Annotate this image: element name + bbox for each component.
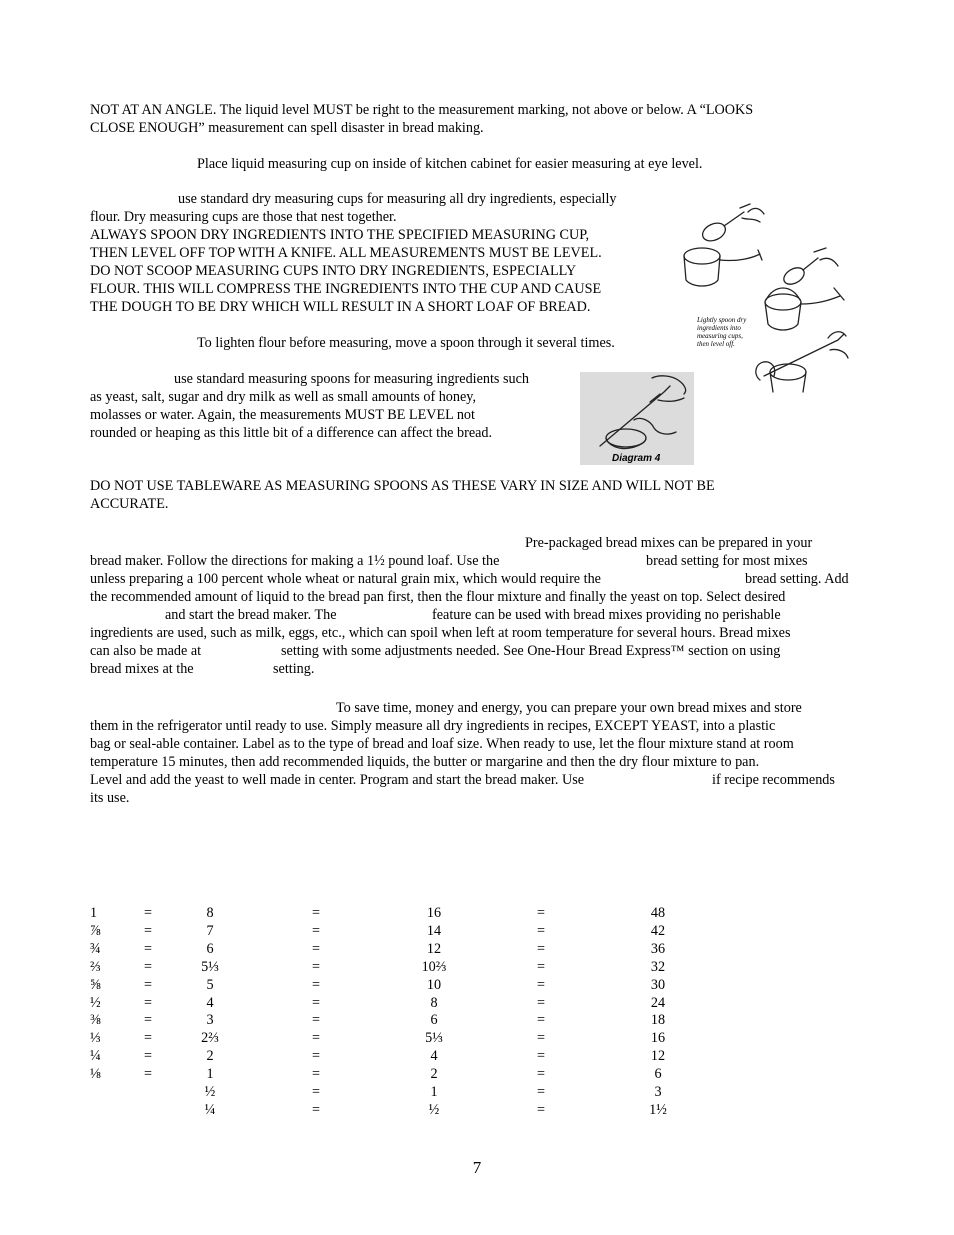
conversion-cell: 1	[90, 905, 98, 921]
conversion-cell: 12	[650, 1048, 666, 1064]
spoons-line-2: as yeast, salt, sugar and dry milk as well as small amounts of honey,	[90, 389, 477, 405]
conversion-cell: 24	[650, 995, 666, 1011]
conversion-equals: =	[312, 1012, 321, 1028]
conversion-equals: =	[144, 905, 153, 921]
conversion-cell: 32	[650, 959, 666, 975]
tip-liquid-cup: Place liquid measuring cup on inside of kitchen cabinet for easier measuring at eye level.	[197, 156, 703, 172]
conversion-cell: ⅛	[90, 1066, 101, 1082]
conversion-cell: ⅞	[90, 923, 101, 939]
conversion-equals: =	[312, 1084, 321, 1100]
conversion-equals: =	[537, 941, 546, 957]
conversion-cell: ⅓	[90, 1030, 101, 1046]
conversion-cell: ⅝	[90, 977, 101, 993]
dry-cups-line-2: flour. Dry measuring cups are those that nest together.	[90, 209, 397, 225]
illustration-caption-1: Lightly spoon dry	[697, 316, 747, 324]
mixes-line-3b: bread setting. Add	[745, 571, 849, 587]
diagram-4-caption: Diagram 4	[612, 453, 661, 464]
conversion-equals: =	[144, 959, 153, 975]
conversion-cell: ¼	[204, 1102, 216, 1118]
conversion-cell: 1	[430, 1084, 438, 1100]
own-mixes-line-5a: Level and add the yeast to well made in center. Program and start the bread maker. Use	[90, 772, 585, 788]
illustration-caption-2: ingredients into	[697, 324, 741, 332]
illustration-caption-3: measuring cups,	[697, 332, 743, 340]
mixes-line-6: ingredients are used, such as milk, eggs, etc., which can spoil when left at room temperature for several hours. Bread mixes	[90, 625, 791, 641]
liquid-level-line-2: CLOSE ENOUGH” measurement can spell disaster in bread making.	[90, 120, 484, 136]
mixes-line-3a: unless preparing a 100 percent whole wheat or natural grain mix, which would require the	[90, 571, 601, 587]
own-mixes-line-5b: if recipe recommends	[712, 772, 835, 788]
conversion-equals: =	[312, 1048, 321, 1064]
conversion-equals: =	[537, 995, 546, 1011]
conversion-cell: 16	[650, 1030, 666, 1046]
conversion-equals: =	[312, 923, 321, 939]
conversion-cell: 12	[426, 941, 442, 957]
conversion-cell: 10⅔	[421, 959, 447, 975]
conversion-cell: 18	[650, 1012, 666, 1028]
tableware-line-2: ACCURATE.	[90, 496, 169, 512]
conversion-cell: ¾	[90, 941, 101, 957]
dry-cups-line-6: FLOUR. THIS WILL COMPRESS THE INGREDIENTS INTO THE CUP AND CAUSE	[90, 281, 602, 297]
spoons-line-3: molasses or water. Again, the measurements MUST BE LEVEL not	[90, 407, 475, 423]
dry-cups-line-7: THE DOUGH TO BE DRY WHICH WILL RESULT IN A SHORT LOAF OF BREAD.	[90, 299, 591, 315]
conversion-equals: =	[144, 977, 153, 993]
conversion-cell: 3	[206, 1012, 214, 1028]
conversion-cell: 30	[650, 977, 666, 993]
conversion-equals: =	[144, 1030, 153, 1046]
own-mixes-line-2: them in the refrigerator until ready to use. Simply measure all dry ingredients in recipes, EXCEPT YEAST, into a plastic	[90, 718, 776, 734]
mixes-line-5a: and start the bread maker. The	[165, 607, 337, 623]
mixes-line-2a: bread maker. Follow the directions for making a 1½ pound loaf. Use the	[90, 553, 500, 569]
mixes-line-7a: can also be made at	[90, 643, 202, 659]
mixes-line-8b: setting.	[273, 661, 315, 677]
spoon-measuring-illustration	[678, 200, 858, 400]
conversion-cell: 36	[650, 941, 666, 957]
conversion-cell: ½	[90, 995, 101, 1011]
dry-cups-line-1: use standard dry measuring cups for measuring all dry ingredients, especially	[178, 191, 617, 207]
conversion-equals: =	[312, 941, 321, 957]
conversion-equals: =	[537, 1030, 546, 1046]
spoons-line-1: use standard measuring spoons for measuring ingredients such	[174, 371, 530, 387]
conversion-cell: 42	[650, 923, 666, 939]
conversion-cell: 2	[206, 1048, 214, 1064]
conversion-cell: ¼	[90, 1048, 101, 1064]
tip-lighten-flour: To lighten flour before measuring, move a spoon through it several times.	[197, 335, 615, 351]
conversion-cell: ⅜	[90, 1012, 101, 1028]
mixes-line-5b: feature can be used with bread mixes providing no perishable	[432, 607, 781, 623]
page-number: 7	[472, 1158, 482, 1177]
conversion-equals: =	[312, 1102, 321, 1118]
conversion-cell: 1½	[649, 1102, 667, 1118]
diagram-4-illustration	[580, 372, 694, 465]
conversion-equals: =	[312, 995, 321, 1011]
conversion-cell: 6	[206, 941, 214, 957]
conversion-cell: 8	[430, 995, 438, 1011]
conversion-equals: =	[537, 1084, 546, 1100]
tableware-line-1: DO NOT USE TABLEWARE AS MEASURING SPOONS AS THESE VARY IN SIZE AND WILL NOT BE	[90, 478, 715, 494]
conversion-equals: =	[312, 1030, 321, 1046]
conversion-equals: =	[537, 1012, 546, 1028]
mixes-line-8a: bread mixes at the	[90, 661, 194, 677]
own-mixes-line-4: temperature 15 minutes, then add recommended liquids, the butter or margarine and then the dry flour mixture to pan.	[90, 754, 760, 770]
conversion-cell: 7	[206, 923, 214, 939]
conversion-cell: 10	[426, 977, 442, 993]
conversion-equals: =	[312, 905, 321, 921]
conversion-cell: 3	[654, 1084, 662, 1100]
conversion-cell: 8	[206, 905, 214, 921]
conversion-cell: 6	[654, 1066, 662, 1082]
conversion-equals: =	[144, 941, 153, 957]
conversion-cell: ⅔	[90, 959, 101, 975]
dry-cups-line-3: ALWAYS SPOON DRY INGREDIENTS INTO THE SPECIFIED MEASURING CUP,	[90, 227, 590, 243]
mixes-line-4: the recommended amount of liquid to the bread pan first, then the flour mixture and finally the yeast on top. Select desired	[90, 589, 786, 605]
conversion-cell: 5	[206, 977, 214, 993]
conversion-equals: =	[537, 923, 546, 939]
conversion-equals: =	[144, 1066, 153, 1082]
conversion-equals: =	[312, 977, 321, 993]
conversion-cell: 2⅔	[201, 1030, 219, 1046]
mixes-line-7b: setting with some adjustments needed. See One-Hour Bread Express™ section on using	[281, 643, 781, 659]
conversion-cell: 6	[430, 1012, 438, 1028]
conversion-equals: =	[144, 1012, 153, 1028]
conversion-equals: =	[537, 959, 546, 975]
conversion-equals: =	[537, 1048, 546, 1064]
conversion-equals: =	[312, 959, 321, 975]
own-mixes-line-1: To save time, money and energy, you can prepare your own bread mixes and store	[336, 700, 802, 716]
conversion-cell: ½	[204, 1084, 216, 1100]
conversion-equals: =	[144, 995, 153, 1011]
conversion-equals: =	[537, 905, 546, 921]
illustration-caption-4: then level off.	[697, 340, 735, 348]
own-mixes-line-6: its use.	[90, 790, 130, 806]
conversion-equals: =	[144, 923, 153, 939]
conversion-cell: 4	[430, 1048, 438, 1064]
liquid-level-line-1: NOT AT AN ANGLE. The liquid level MUST be right to the measurement marking, not above or below. A “LOOKS	[90, 102, 754, 118]
conversion-cell: 14	[426, 923, 442, 939]
spoons-line-4: rounded or heaping as this little bit of a difference can affect the bread.	[90, 425, 493, 441]
conversion-cell: 5⅓	[425, 1030, 443, 1046]
dry-cups-line-4: THEN LEVEL OFF TOP WITH A KNIFE. ALL MEASUREMENTS MUST BE LEVEL.	[90, 245, 602, 261]
own-mixes-line-3: bag or seal-able container. Label as to the type of bread and loaf size. When ready to use, let the flour mixture stand at room	[90, 736, 794, 752]
conversion-cell: ½	[428, 1102, 440, 1118]
conversion-equals: =	[537, 977, 546, 993]
conversion-equals: =	[537, 1066, 546, 1082]
mixes-line-1: Pre-packaged bread mixes can be prepared in your	[525, 535, 813, 551]
mixes-line-2b: bread setting for most mixes	[646, 553, 808, 569]
conversion-cell: 4	[206, 995, 214, 1011]
conversion-cell: 2	[430, 1066, 438, 1082]
conversion-cell: 5⅓	[201, 959, 219, 975]
conversion-equals: =	[537, 1102, 546, 1118]
conversion-cell: 16	[426, 905, 442, 921]
conversion-cell: 1	[206, 1066, 214, 1082]
conversion-equals: =	[144, 1048, 153, 1064]
conversion-equals: =	[312, 1066, 321, 1082]
dry-cups-line-5: DO NOT SCOOP MEASURING CUPS INTO DRY INGREDIENTS, ESPECIALLY	[90, 263, 577, 279]
conversion-cell: 48	[650, 905, 666, 921]
